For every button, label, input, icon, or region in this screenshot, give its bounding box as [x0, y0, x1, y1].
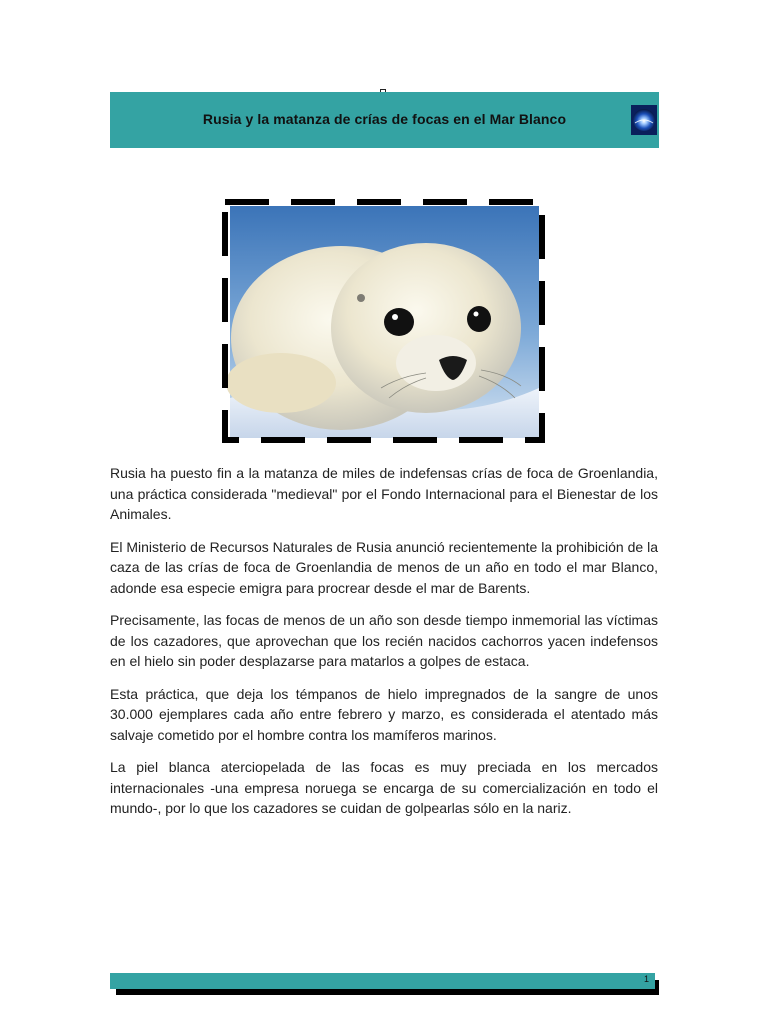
- footer-bar: [110, 973, 655, 989]
- article-body: [110, 463, 658, 831]
- paragraph: Precisamente, las focas de menos de un año son desde tiempo inmemorial las víctimas de los cazadores, que aprovechan que los recién nacidos cachorros yacen indefensos en el hielo sin poder desplazarse para matarlos a golpes de estaca.: [110, 612, 658, 669]
- header-banner: [110, 92, 659, 148]
- paragraph: La piel blanca aterciopelada de las focas es muy preciada en los mercados internacionales -una empresa noruega se encarga de su comercialización en todo el mundo-, por lo que los cazadores se cuidan de golpearlas sólo en la nariz.: [110, 759, 658, 816]
- seal-photo: [221, 198, 546, 444]
- globe-icon: [631, 105, 657, 135]
- paragraph: Esta práctica, que deja los témpanos de hielo impregnados de la sangre de unos 30.000 ejemplares cada año entre febrero y marzo, es considerada el atentado más salvaje cometido por el hombre contra los mamíferos marinos.: [110, 685, 658, 743]
- paragraph: Rusia ha puesto fin a la matanza de miles de indefensas crías de foca de Groenlandia, una práctica considerada "medieval" por el Fondo Internacional para el Bienestar de los Animales.: [110, 465, 658, 522]
- page-number: 1: [643, 974, 649, 984]
- page-title: Rusia y la matanza de crías de focas en el Mar Blanco: [202, 111, 567, 127]
- paragraph: El Ministerio de Recursos Naturales de Rusia anunció recientemente la prohibición de la caza de las crías de foca de Groenlandia de menos de un año en todo el mar Blanco, adonde esa especie emigra para procrear desde el mar de Barents.: [110, 538, 658, 596]
